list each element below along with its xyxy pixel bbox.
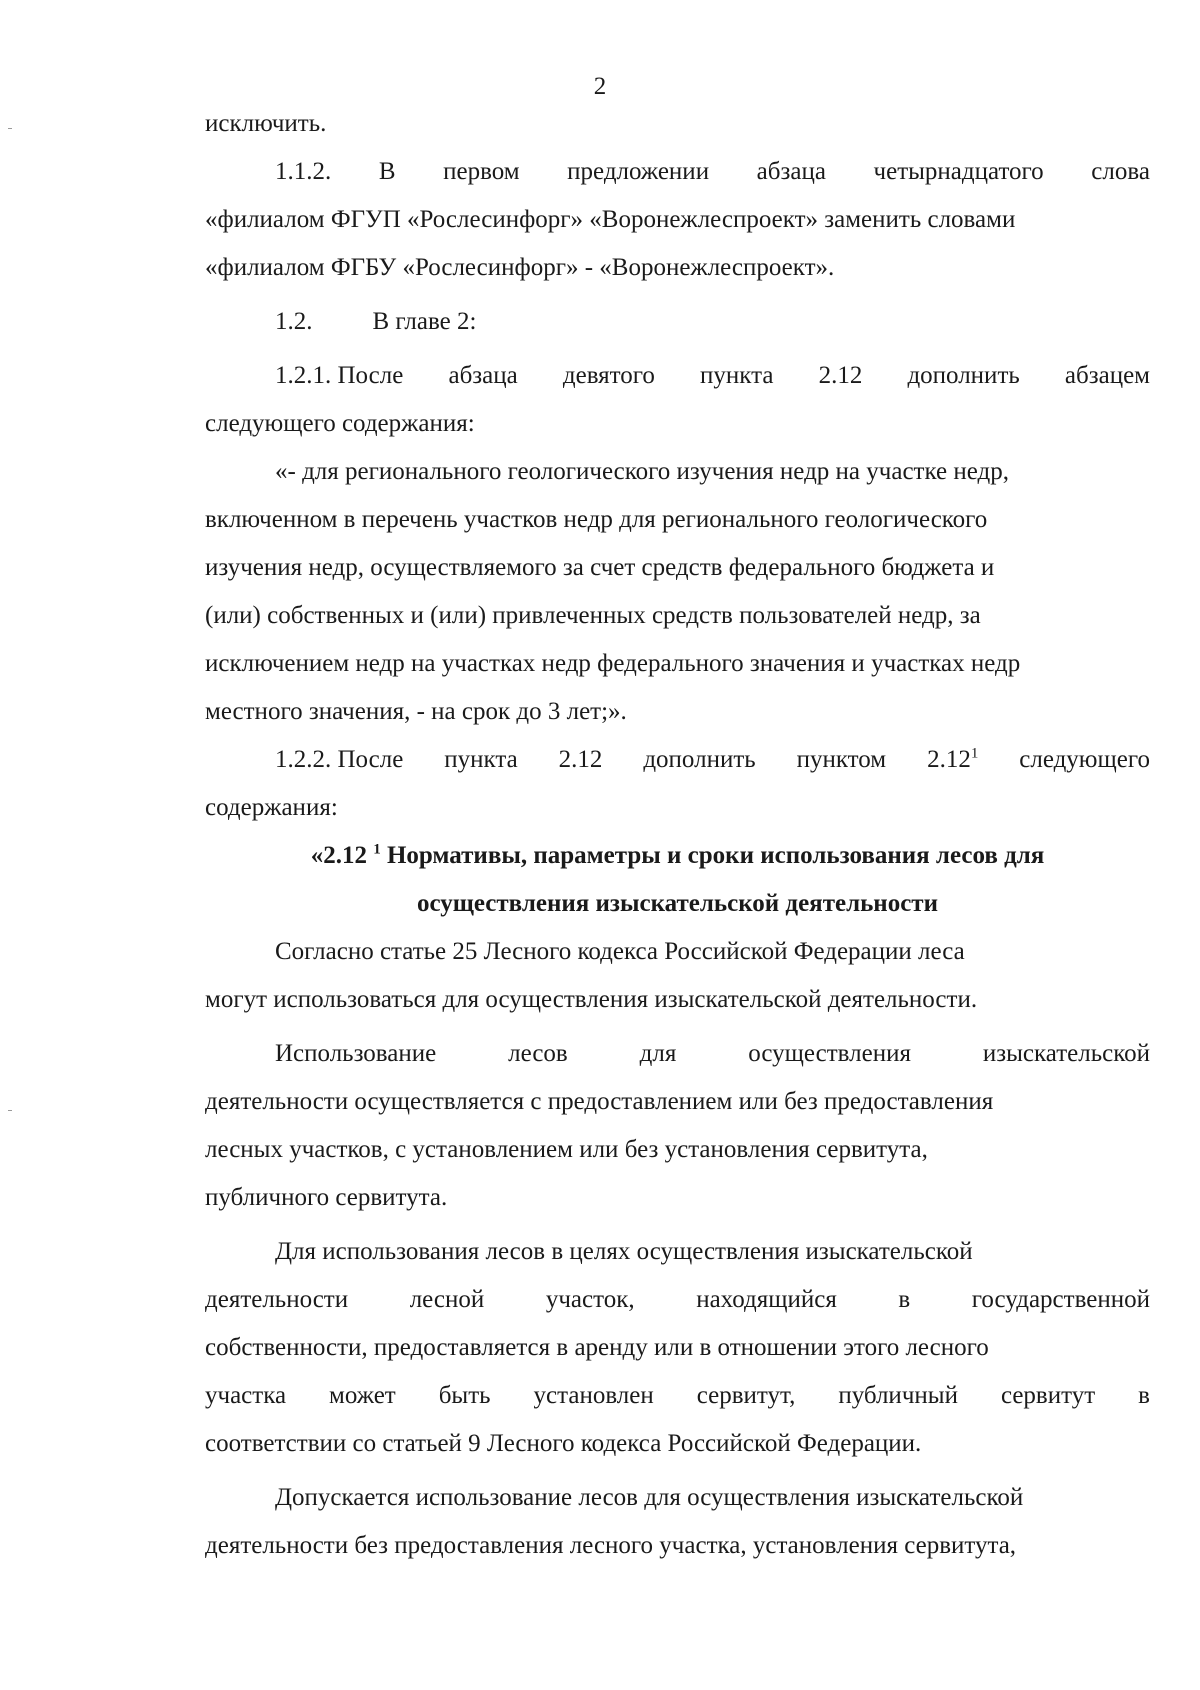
section-line [205, 298, 1150, 346]
scan-margin-mark [8, 1110, 12, 1111]
text-line: публичного сервитута. [205, 1184, 448, 1211]
page-number: 2 [593, 73, 607, 100]
section-heading-line-2: осуществления изыскательской деятельности [417, 890, 938, 917]
text-line-justified [205, 1030, 1150, 1078]
word: лесной [409, 1286, 485, 1313]
word: 1.2.2. После [275, 746, 404, 773]
text-line-justified [205, 1372, 1150, 1420]
section-title: В главе 2: [372, 308, 477, 335]
word: осуществления [748, 1040, 911, 1067]
text-line-justified [205, 148, 1150, 196]
text-line: «филиалом ФГУП «Рослесинфорг» «Воронежлеспроект» заменить словами [205, 206, 1016, 233]
word: может [329, 1382, 396, 1409]
text-line: исключить. [205, 110, 327, 137]
word-with-superscript: 2.12$^1$ [927, 745, 979, 773]
text-line: могут использоваться для осуществления изыскательской деятельности. [205, 986, 978, 1013]
text-line: собственности, предоставляется в аренду или в отношении этого лесного [205, 1334, 989, 1361]
word: дополнить [643, 746, 756, 773]
text-line-justified [205, 1276, 1150, 1324]
word: сервитут [1000, 1382, 1096, 1409]
word: в [1138, 1382, 1150, 1409]
text-line: местного значения, - на срок до 3 лет;». [205, 698, 627, 725]
word: участка [205, 1382, 287, 1409]
text-line: «филиалом ФГБУ «Рослесинфорг» - «Воронежлеспроект». [205, 254, 835, 281]
word: находящийся [696, 1286, 837, 1313]
text-line: изучения недр, осуществляемого за счет средств федерального бюджета и [205, 554, 995, 581]
text-line: следующего содержания: [205, 410, 475, 437]
word: пункта [444, 746, 518, 773]
word: быть [438, 1382, 491, 1409]
word: 1.2.1. После [275, 362, 404, 389]
word: для [639, 1040, 677, 1067]
section-heading: «2.12 $^1$ Нормативы, параметры и сроки использования лесов для [310, 841, 1045, 869]
text-line: деятельности осуществляется с предоставлением или без предоставления [205, 1088, 994, 1115]
text-line: лесных участков, с установлением или без установления сервитута, [205, 1136, 928, 1163]
scan-margin-mark [8, 128, 12, 129]
word: абзаца [448, 362, 518, 389]
word: в [898, 1286, 911, 1313]
word: первом [443, 158, 520, 185]
text-line: Согласно статье 25 Лесного кодекса Российской Федерации леса [275, 938, 965, 965]
word: пункта [700, 362, 774, 389]
word: 2.12 [558, 746, 603, 773]
word: публичный [838, 1382, 958, 1409]
word: слова [1091, 158, 1150, 185]
word: девятого [562, 362, 655, 389]
word: государственной [971, 1286, 1150, 1313]
word: 2.12 [818, 362, 863, 389]
text-line: «- для регионального геологического изучения недр на участке недр, [275, 458, 1009, 485]
word: пунктом [796, 746, 887, 773]
text-line-justified [205, 352, 1150, 400]
word: предложении [567, 158, 710, 185]
text-line: содержания: [205, 794, 338, 821]
word: абзаца [756, 158, 826, 185]
text-line: Допускается использование лесов для осуществления изыскательской [275, 1484, 1024, 1511]
word: лесов [508, 1040, 568, 1067]
word: В [378, 158, 396, 185]
word: деятельности [205, 1286, 349, 1313]
word: 1.1.2. [275, 158, 332, 185]
text-line: (или) собственных и (или) привлеченных средств пользователей недр, за [205, 602, 981, 629]
word: дополнить [907, 362, 1020, 389]
word: следующего [1019, 746, 1150, 773]
word: сервитут, [696, 1382, 796, 1409]
word: изыскательской [982, 1040, 1150, 1067]
word: четырнадцатого [873, 158, 1044, 185]
word: абзацем [1064, 362, 1150, 389]
superscript: 1 [373, 841, 381, 858]
text-line-justified [205, 736, 1150, 784]
word: Использование [275, 1040, 437, 1067]
text-line: включенном в перечень участков недр для регионального геологического [205, 506, 988, 533]
word: установлен [533, 1382, 654, 1409]
text-line: соответствии со статьей 9 Лесного кодекса Российской Федерации. [205, 1430, 922, 1457]
text-line: деятельности без предоставления лесного участка, установления сервитута, [205, 1532, 1017, 1559]
word: участок, [545, 1286, 635, 1313]
superscript: 1 [970, 745, 979, 762]
text-line: Для использования лесов в целях осуществления изыскательской [275, 1238, 973, 1265]
document-body [205, 100, 1150, 1570]
section-number: 1.2. [275, 308, 313, 335]
text-line: исключением недр на участках недр федерального значения и участках недр [205, 650, 1021, 677]
